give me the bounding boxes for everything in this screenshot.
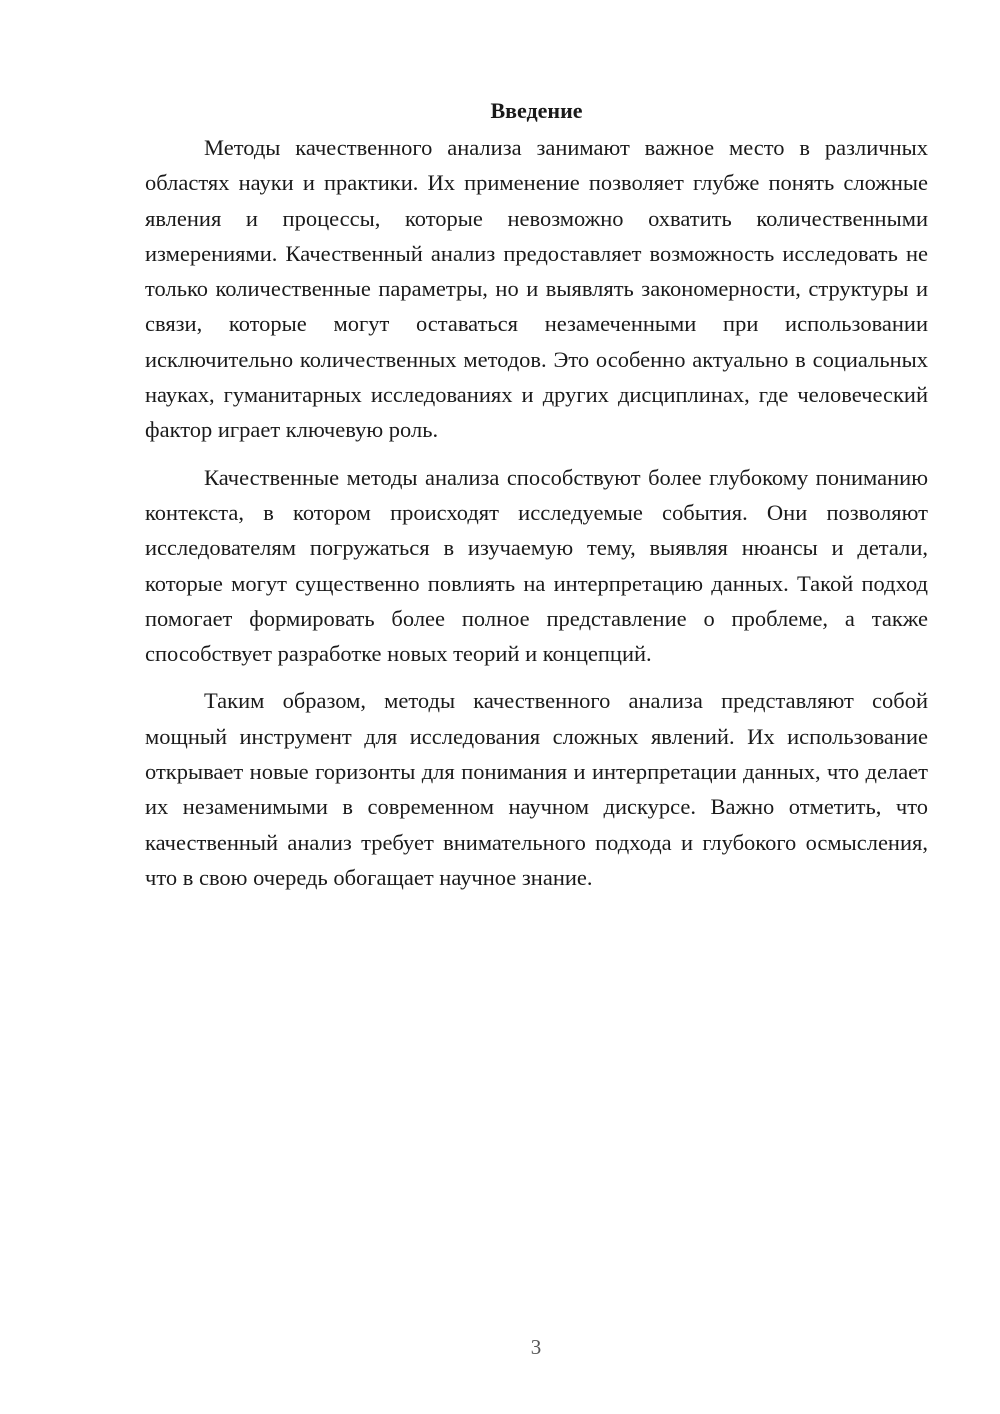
paragraph-1: Методы качественного анализа занимают важное место в различных областях науки и практики. Их применение позволяет глубже понять сложные явления и процессы, которые невозможно охватить количественными измерениями. Качественный анализ предоставляет возможность исследовать не только количественные параметры, но и выявлять закономерности, структуры и связи, которые могут оставаться незамеченными при использовании исключительно количественных методов. Это особенно актуально в социальных науках, гуманитарных исследованиях и других дисциплинах, где человеческий фактор играет ключевую роль. bbox=[145, 135, 928, 443]
paragraph-3: Таким образом, методы качественного анализа представляют собой мощный инструмент для исследования сложных явлений. Их использование открывает новые горизонты для понимания и интерпретации данных, что делает их незаменимыми в современном научном дискурсе. Важно отметить, что качественный анализ требует внимательного подхода и глубокого осмысления, что в свою очередь обогащает научное знание. bbox=[145, 688, 928, 890]
section-heading: Введение bbox=[490, 98, 583, 123]
paragraph-2: Качественные методы анализа способствуют более глубокому пониманию контекста, в котором происходят исследуемые события. Они позволяют исследователям погружаться в изучаемую тему, выявляя нюансы и детали, которые могут существенно повлиять на интерпретацию данных. Такой подход помогает формировать более полное представление о проблеме, а также способствует разработке новых теорий и концепций. bbox=[145, 464, 928, 667]
page-content bbox=[145, 96, 928, 907]
page-number: 3 bbox=[530, 1335, 542, 1359]
